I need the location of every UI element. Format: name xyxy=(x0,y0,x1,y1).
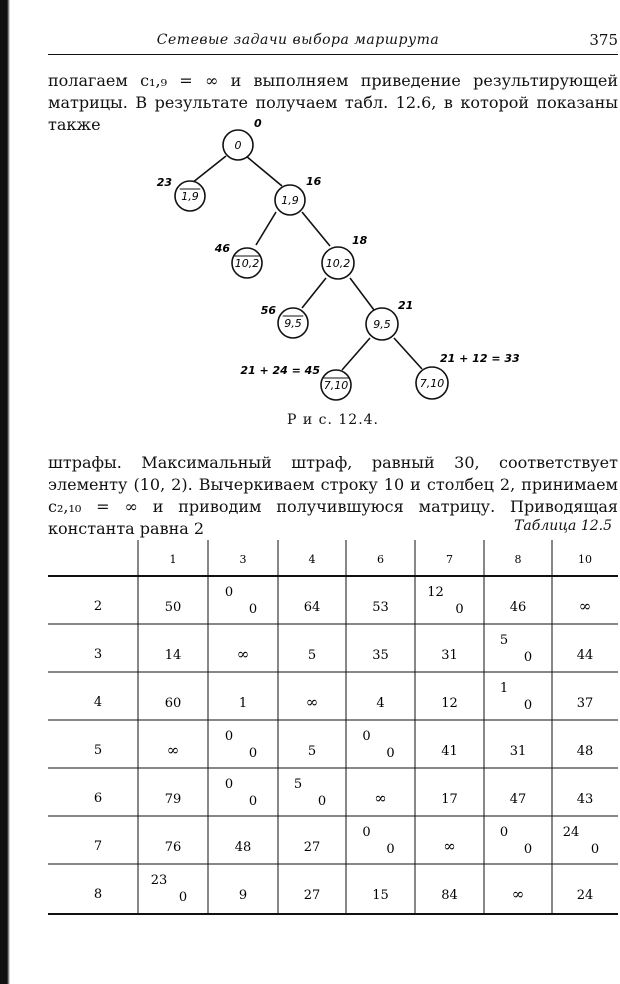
penalty-value: 1 xyxy=(499,681,509,696)
edge-6-8 xyxy=(394,338,422,369)
penalty-value: 0 xyxy=(224,777,234,792)
column-header: 1 xyxy=(169,553,177,566)
cell-value: 0 xyxy=(455,602,464,617)
node-label: 9,5 xyxy=(284,317,302,330)
row-label: 8 xyxy=(93,887,103,902)
cell-value: ∞ xyxy=(305,693,319,711)
column-header: 6 xyxy=(377,553,384,566)
cell-value: ∞ xyxy=(236,645,250,663)
running-title: Сетевые задачи выбора маршрута xyxy=(156,32,440,48)
penalty-value: 0 xyxy=(224,729,234,744)
cell-value: ∞ xyxy=(374,789,387,807)
column-header: 10 xyxy=(578,553,592,566)
paragraph-top: полагаем c₁,₉ = ∞ и выполняем приведение результирующей матрицы. В результате получаем табл. 12.6, в которой показаны также xyxy=(48,71,618,134)
cell-value: 0 xyxy=(248,794,258,809)
node-label: 9,5 xyxy=(373,318,391,331)
penalty-value: 0 xyxy=(362,729,371,744)
cell-value: 37 xyxy=(576,696,594,711)
penalty-value: 24 xyxy=(562,825,580,840)
cell-value: 0 xyxy=(317,794,327,809)
cell-value: 4 xyxy=(376,696,385,711)
row-label: 5 xyxy=(93,743,103,758)
tree-svg xyxy=(150,118,530,408)
page-header xyxy=(48,30,618,55)
edge-0-1 xyxy=(192,156,226,183)
figure-caption: Р и с. 12.4. xyxy=(286,412,379,428)
column-header: 4 xyxy=(308,553,316,566)
cell-value: 17 xyxy=(441,792,458,807)
penalty-value: 12 xyxy=(427,585,444,600)
cell-value: 47 xyxy=(509,792,527,807)
cell-value: 31 xyxy=(509,744,527,759)
cell-value: 43 xyxy=(576,792,594,807)
cell-value: 64 xyxy=(303,600,321,615)
tree-node xyxy=(275,175,322,215)
cell-value: 14 xyxy=(164,648,182,663)
cell-value: 76 xyxy=(164,840,182,855)
cell-value: 79 xyxy=(164,792,182,807)
cell-value: 0 xyxy=(178,890,188,905)
cell-value: 15 xyxy=(372,888,389,903)
node-cost: 18 xyxy=(352,234,368,247)
cell-value: 5 xyxy=(307,744,317,759)
penalty-value: 5 xyxy=(499,633,509,648)
cell-value: 44 xyxy=(576,648,594,663)
node-cost: 23 xyxy=(156,176,172,189)
cell-value: 48 xyxy=(234,840,252,855)
tree-node xyxy=(416,352,520,399)
table-lines xyxy=(48,540,618,914)
edge-0-2 xyxy=(246,156,282,186)
cell-value: 0 xyxy=(248,746,258,761)
penalty-value: 0 xyxy=(499,825,509,840)
node-cost: 21 + 12 = 33 xyxy=(440,352,520,365)
cell-value: 12 xyxy=(441,696,458,711)
cell-value: 0 xyxy=(590,842,600,857)
node-label: 10,2 xyxy=(234,257,260,270)
cell-value: 41 xyxy=(441,744,458,759)
cell-value: ∞ xyxy=(443,837,456,855)
page-number: 375 xyxy=(589,31,618,49)
column-header: 7 xyxy=(446,553,453,566)
node-label: 0 xyxy=(234,139,242,152)
edge-4-6 xyxy=(350,278,374,310)
table-12-5 xyxy=(48,540,618,920)
edge-4-5 xyxy=(302,278,326,308)
penalty-value: 23 xyxy=(150,873,168,888)
figure-search-tree xyxy=(150,118,530,408)
cell-value: 53 xyxy=(372,600,389,615)
cell-value: 27 xyxy=(303,840,321,855)
cell-value: 9 xyxy=(238,888,248,903)
edge-2-4 xyxy=(302,212,330,246)
cell-value: 24 xyxy=(576,888,594,903)
cell-value: 46 xyxy=(509,600,527,615)
paragraph-bottom: штрафы. Максимальный штраф, равный 30, соответствует элементу (10, 2). Вычеркиваем строку 10 и столбец 2, принимаем c₂,₁₀ = ∞ и приводим получившуюся матрицу. Приводящая константа равна 2 xyxy=(48,453,618,538)
book-spine-shadow xyxy=(0,0,10,984)
node-label: 1,9 xyxy=(181,190,199,203)
cell-value: 0 xyxy=(523,698,533,713)
node-cost: 46 xyxy=(214,242,230,255)
edge-2-3 xyxy=(256,212,276,245)
tree-node xyxy=(366,299,413,340)
node-label: 7,10 xyxy=(323,379,349,392)
row-label: 7 xyxy=(93,839,103,854)
cell-value: 5 xyxy=(307,648,317,663)
cell-value: ∞ xyxy=(578,597,592,615)
row-label: 4 xyxy=(93,695,103,710)
cell-value: ∞ xyxy=(511,885,525,903)
tree-nodes xyxy=(157,118,520,400)
cell-value: 31 xyxy=(441,648,458,663)
cell-value: 50 xyxy=(164,600,182,615)
cell-value: 84 xyxy=(441,888,458,903)
node-label: 10,2 xyxy=(325,257,351,270)
penalty-value: 0 xyxy=(224,585,234,600)
row-label: 6 xyxy=(93,791,103,806)
tree-node xyxy=(261,304,308,338)
cell-value: 60 xyxy=(164,696,182,711)
cell-value: 0 xyxy=(386,842,395,857)
cell-value: 0 xyxy=(248,602,258,617)
column-header: 8 xyxy=(514,553,522,566)
row-label: 3 xyxy=(93,647,103,662)
node-label: 1,9 xyxy=(281,194,299,207)
penalty-value: 0 xyxy=(362,825,371,840)
tree-node xyxy=(157,176,205,211)
penalty-value: 5 xyxy=(293,777,303,792)
tree-node xyxy=(214,242,262,278)
cell-value: 27 xyxy=(303,888,321,903)
cell-value: ∞ xyxy=(166,741,180,759)
cell-value: 0 xyxy=(523,842,533,857)
cell-value: 35 xyxy=(372,648,389,663)
node-cost: 16 xyxy=(306,175,322,188)
cell-value: 0 xyxy=(523,650,533,665)
edge-6-7 xyxy=(342,338,370,370)
column-header: 3 xyxy=(239,553,247,566)
table-title: Таблица 12.5 xyxy=(514,518,612,534)
tree-node xyxy=(223,118,262,160)
row-label: 2 xyxy=(93,599,103,614)
node-cost: 56 xyxy=(260,304,276,317)
tree-node xyxy=(240,364,351,400)
node-cost: 21 xyxy=(398,299,414,312)
cell-value: 0 xyxy=(386,746,395,761)
tree-node xyxy=(322,234,368,279)
cell-value: 1 xyxy=(238,696,248,711)
node-cost: 21 + 24 = 45 xyxy=(240,364,320,377)
cell-value: 48 xyxy=(576,744,594,759)
node-label: 7,10 xyxy=(419,377,445,390)
node-cost: 0 xyxy=(254,118,262,130)
